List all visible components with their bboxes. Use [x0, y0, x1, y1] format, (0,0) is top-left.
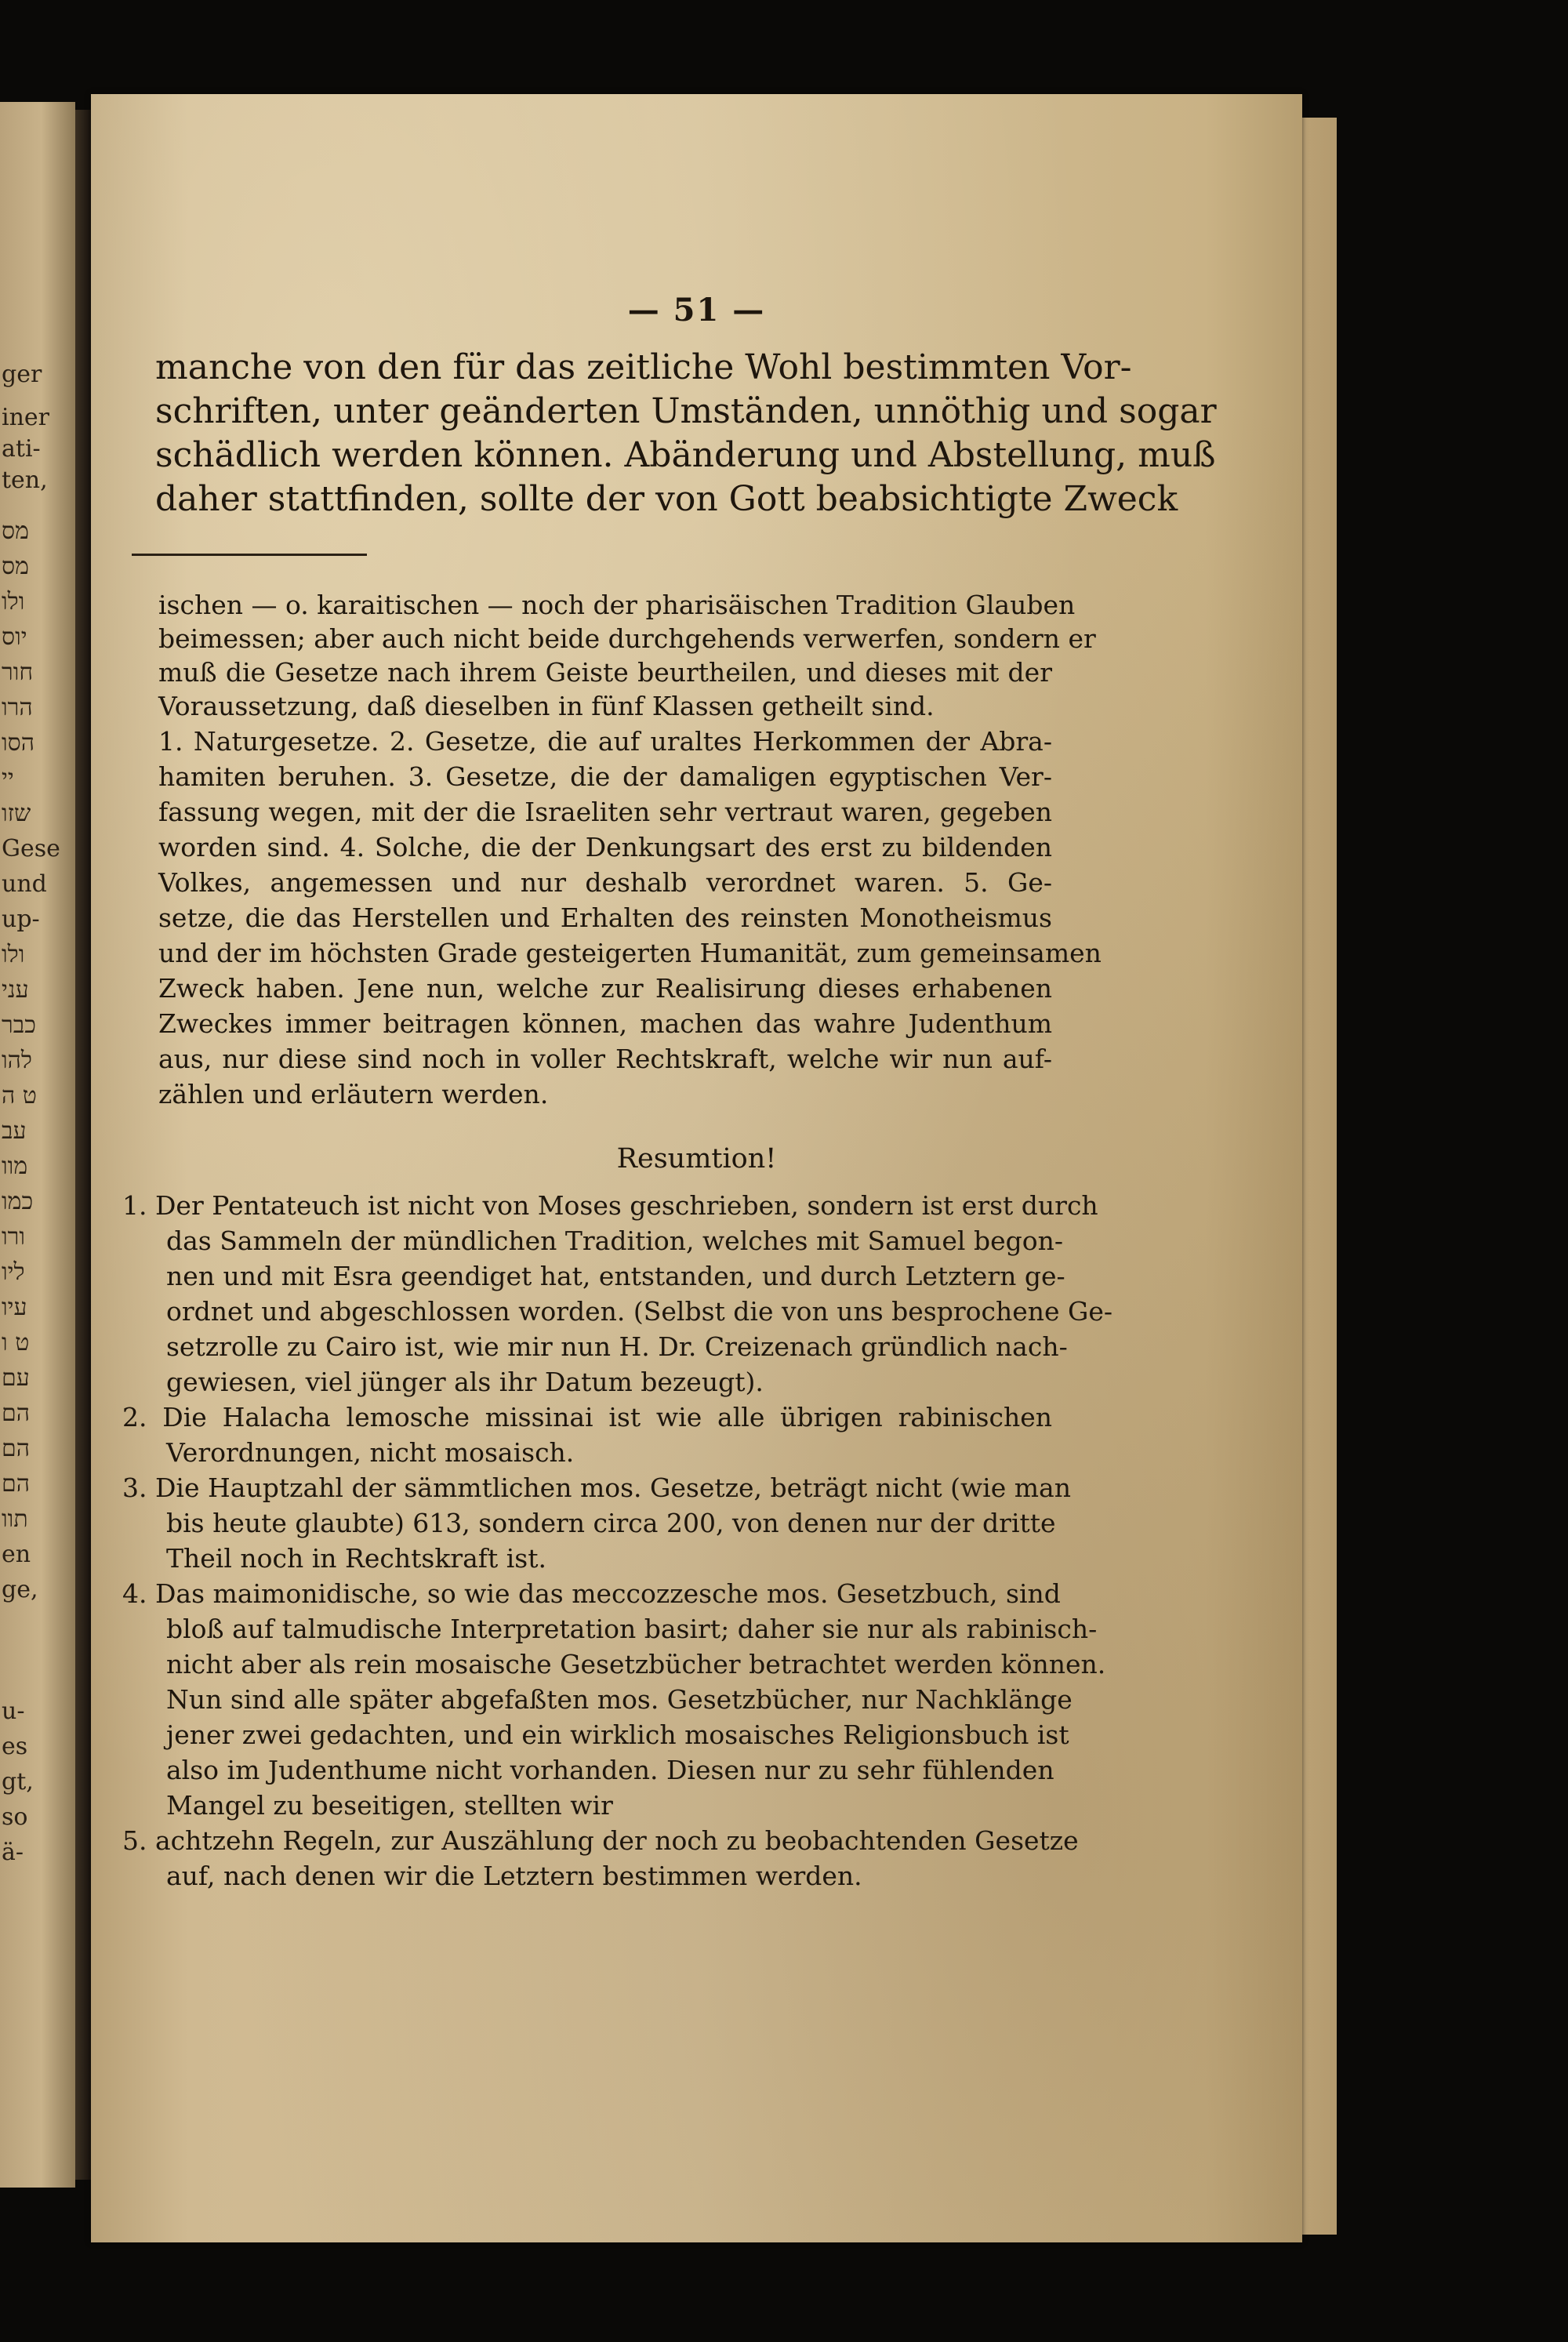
left-page-fragment: ורו: [2, 1223, 26, 1251]
footnote-line: aus, nur diese sind noch in voller Rechtskraft, welche wir nun auf-: [158, 1044, 1052, 1074]
resumption-line: setzrolle zu Cairo ist, wie mir nun H. Dr. Creizenach gründlich nach-: [166, 1331, 1068, 1362]
main-text-line: daher stattfinden, sollte der von Gott beabsichtigte Zweck: [155, 479, 1178, 519]
left-page-fragment: כמו: [2, 1188, 34, 1215]
footnote-line: Zweckes immer beitragen können, machen das wahre Judenthum: [158, 1008, 1052, 1039]
page-51: [91, 94, 1302, 2242]
left-page-fragment: iner: [2, 404, 50, 431]
footnote-line: worden sind. 4. Solche, die der Denkungsart des erst zu bildenden: [158, 832, 1052, 862]
footnote-line: setze, die das Herstellen und Erhalten des reinsten Monotheismus: [158, 902, 1052, 933]
left-page-fragment: מס: [2, 517, 29, 545]
resumption-line: Verordnungen, nicht mosaisch.: [166, 1437, 575, 1468]
left-page-fragment: תוו: [2, 1505, 28, 1533]
left-page-fragment: עב: [2, 1117, 27, 1145]
left-page-fragment: up-: [2, 906, 40, 933]
left-page-fragment: ולו: [2, 941, 25, 968]
left-page-fragment: מוו: [2, 1153, 28, 1180]
left-page-fragment: Gese: [2, 835, 60, 862]
resumption-line: Mangel zu beseitigen, stellten wir: [166, 1790, 613, 1821]
left-page-fragment: יוס: [2, 623, 27, 651]
resumption-line: Theil noch in Rechtskraft ist.: [166, 1543, 546, 1574]
resumption-line: 1. Der Pentateuch ist nicht von Moses geschrieben, sondern ist erst durch: [122, 1190, 1098, 1221]
footnote-line: und der im höchsten Grade gesteigerten Humanität, zum gemeinsamen: [158, 938, 1102, 968]
book-gutter: [75, 110, 91, 2180]
footnote-line: 1. Naturgesetze. 2. Gesetze, die auf uraltes Herkommen der Abra-: [158, 726, 1052, 757]
left-page-fragment: ט ו: [2, 1329, 30, 1356]
left-page-fragment: שזו: [2, 800, 31, 827]
main-text-line: manche von den für das zeitliche Wohl bestimmten Vor-: [155, 347, 1132, 387]
left-page-fragment: ט ה: [2, 1082, 37, 1109]
resumption-line: bloß auf talmudische Interpretation basirt; daher sie nur als rabinisch-: [166, 1614, 1098, 1644]
resumption-line: 5. achtzehn Regeln, zur Auszählung der noch zu beobachtenden Gesetze: [122, 1825, 1079, 1856]
left-page-fragment: es: [2, 1733, 28, 1760]
left-page-fragment: ger: [2, 361, 42, 388]
page-number: — 51 —: [627, 292, 766, 329]
footnote-line: Voraussetzung, daß dieselben in fünf Klassen getheilt sind.: [158, 691, 935, 721]
left-page-fragment: הם: [2, 1400, 30, 1427]
footnote-line: ischen — o. karaitischen — noch der pharisäischen Tradition Glauben: [158, 590, 1076, 620]
left-page-fragment: להו: [2, 1047, 32, 1074]
left-page-fragment: ten,: [2, 467, 48, 494]
left-page-fragment: ati-: [2, 435, 41, 463]
left-page-fragment: הם: [2, 1435, 30, 1462]
footnote-rule: [132, 554, 367, 556]
left-page-fragment: ge,: [2, 1576, 38, 1603]
resumption-line: ordnet und abgeschlossen worden. (Selbst die von uns besprochene Ge-: [166, 1296, 1113, 1327]
left-page-fragment: עם: [2, 1364, 30, 1392]
resumption-line: jener zwei gedachten, und ein wirklich mosaisches Religionsbuch ist: [166, 1719, 1069, 1750]
left-page-fragment: und: [2, 870, 47, 898]
left-page-fragment: כבר: [2, 1011, 36, 1039]
footnote-line: Zweck haben. Jene nun, welche zur Realisirung dieses erhabenen: [158, 973, 1052, 1004]
left-page-fragment: gt,: [2, 1768, 34, 1796]
left-page-fragment: so: [2, 1803, 28, 1831]
footnote-line: beimessen; aber auch nicht beide durchgehends verwerfen, sondern er: [158, 623, 1096, 654]
main-text-line: schriften, unter geänderten Umständen, unnöthig und sogar: [155, 391, 1217, 431]
left-page-fragment: הסו: [2, 729, 34, 757]
resumption-line: das Sammeln der mündlichen Tradition, welches mit Samuel begon-: [166, 1225, 1063, 1256]
footnote-line: muß die Gesetze nach ihrem Geiste beurtheilen, und dieses mit der: [158, 657, 1052, 688]
left-page-fragment: ליו: [2, 1258, 25, 1286]
left-page-fragment: חור: [2, 659, 34, 686]
footnote-line: hamiten beruhen. 3. Gesetze, die der damaligen egyptischen Ver-: [158, 761, 1052, 792]
resumption-heading: Resumtion!: [616, 1143, 777, 1175]
left-page-fragment: עני: [2, 976, 29, 1004]
resumption-line: nicht aber als rein mosaische Gesetzbücher betrachtet werden können.: [166, 1649, 1106, 1679]
left-page-fragment: u-: [2, 1697, 25, 1725]
left-page-edge: [0, 102, 75, 2188]
footnote-line: Volkes, angemessen und nur deshalb verordnet waren. 5. Ge-: [158, 867, 1052, 898]
resumption-line: also im Judenthume nicht vorhanden. Diesen nur zu sehr fühlenden: [166, 1755, 1054, 1785]
left-page-fragment: en: [2, 1541, 31, 1568]
resumption-line: Nun sind alle später abgefaßten mos. Gesetzbücher, nur Nachklänge: [166, 1684, 1073, 1715]
left-page-fragment: ולו: [2, 588, 25, 615]
left-page-fragment: ä-: [2, 1839, 24, 1866]
resumption-line: auf, nach denen wir die Letztern bestimmen werden.: [166, 1861, 862, 1891]
footnote-line: fassung wegen, mit der die Israeliten sehr vertraut waren, gegeben: [158, 797, 1052, 827]
left-page-fragment: הרו: [2, 694, 33, 721]
left-page-fragment: הם: [2, 1470, 30, 1498]
left-page-fragment: יי: [2, 764, 14, 792]
resumption-line: gewiesen, viel jünger als ihr Datum bezeugt).: [166, 1367, 764, 1397]
left-page-fragment: מס: [2, 553, 29, 580]
resumption-line: 4. Das maimonidische, so wie das meccozzesche mos. Gesetzbuch, sind: [122, 1578, 1061, 1609]
resumption-line: 3. Die Hauptzahl der sämmtlichen mos. Gesetze, beträgt nicht (wie man: [122, 1472, 1071, 1503]
resumption-line: nen und mit Esra geendiget hat, entstanden, und durch Letztern ge-: [166, 1261, 1065, 1291]
main-text-line: schädlich werden können. Abänderung und Abstellung, muß: [155, 435, 1216, 475]
resumption-line: bis heute glaubte) 613, sondern circa 200, von denen nur der dritte: [166, 1508, 1056, 1538]
footnote-line: zählen und erläutern werden.: [158, 1079, 549, 1109]
resumption-line: 2. Die Halacha lemosche missinai ist wie alle übrigen rabinischen: [122, 1402, 1052, 1432]
left-page-fragment: עיו: [2, 1294, 27, 1321]
